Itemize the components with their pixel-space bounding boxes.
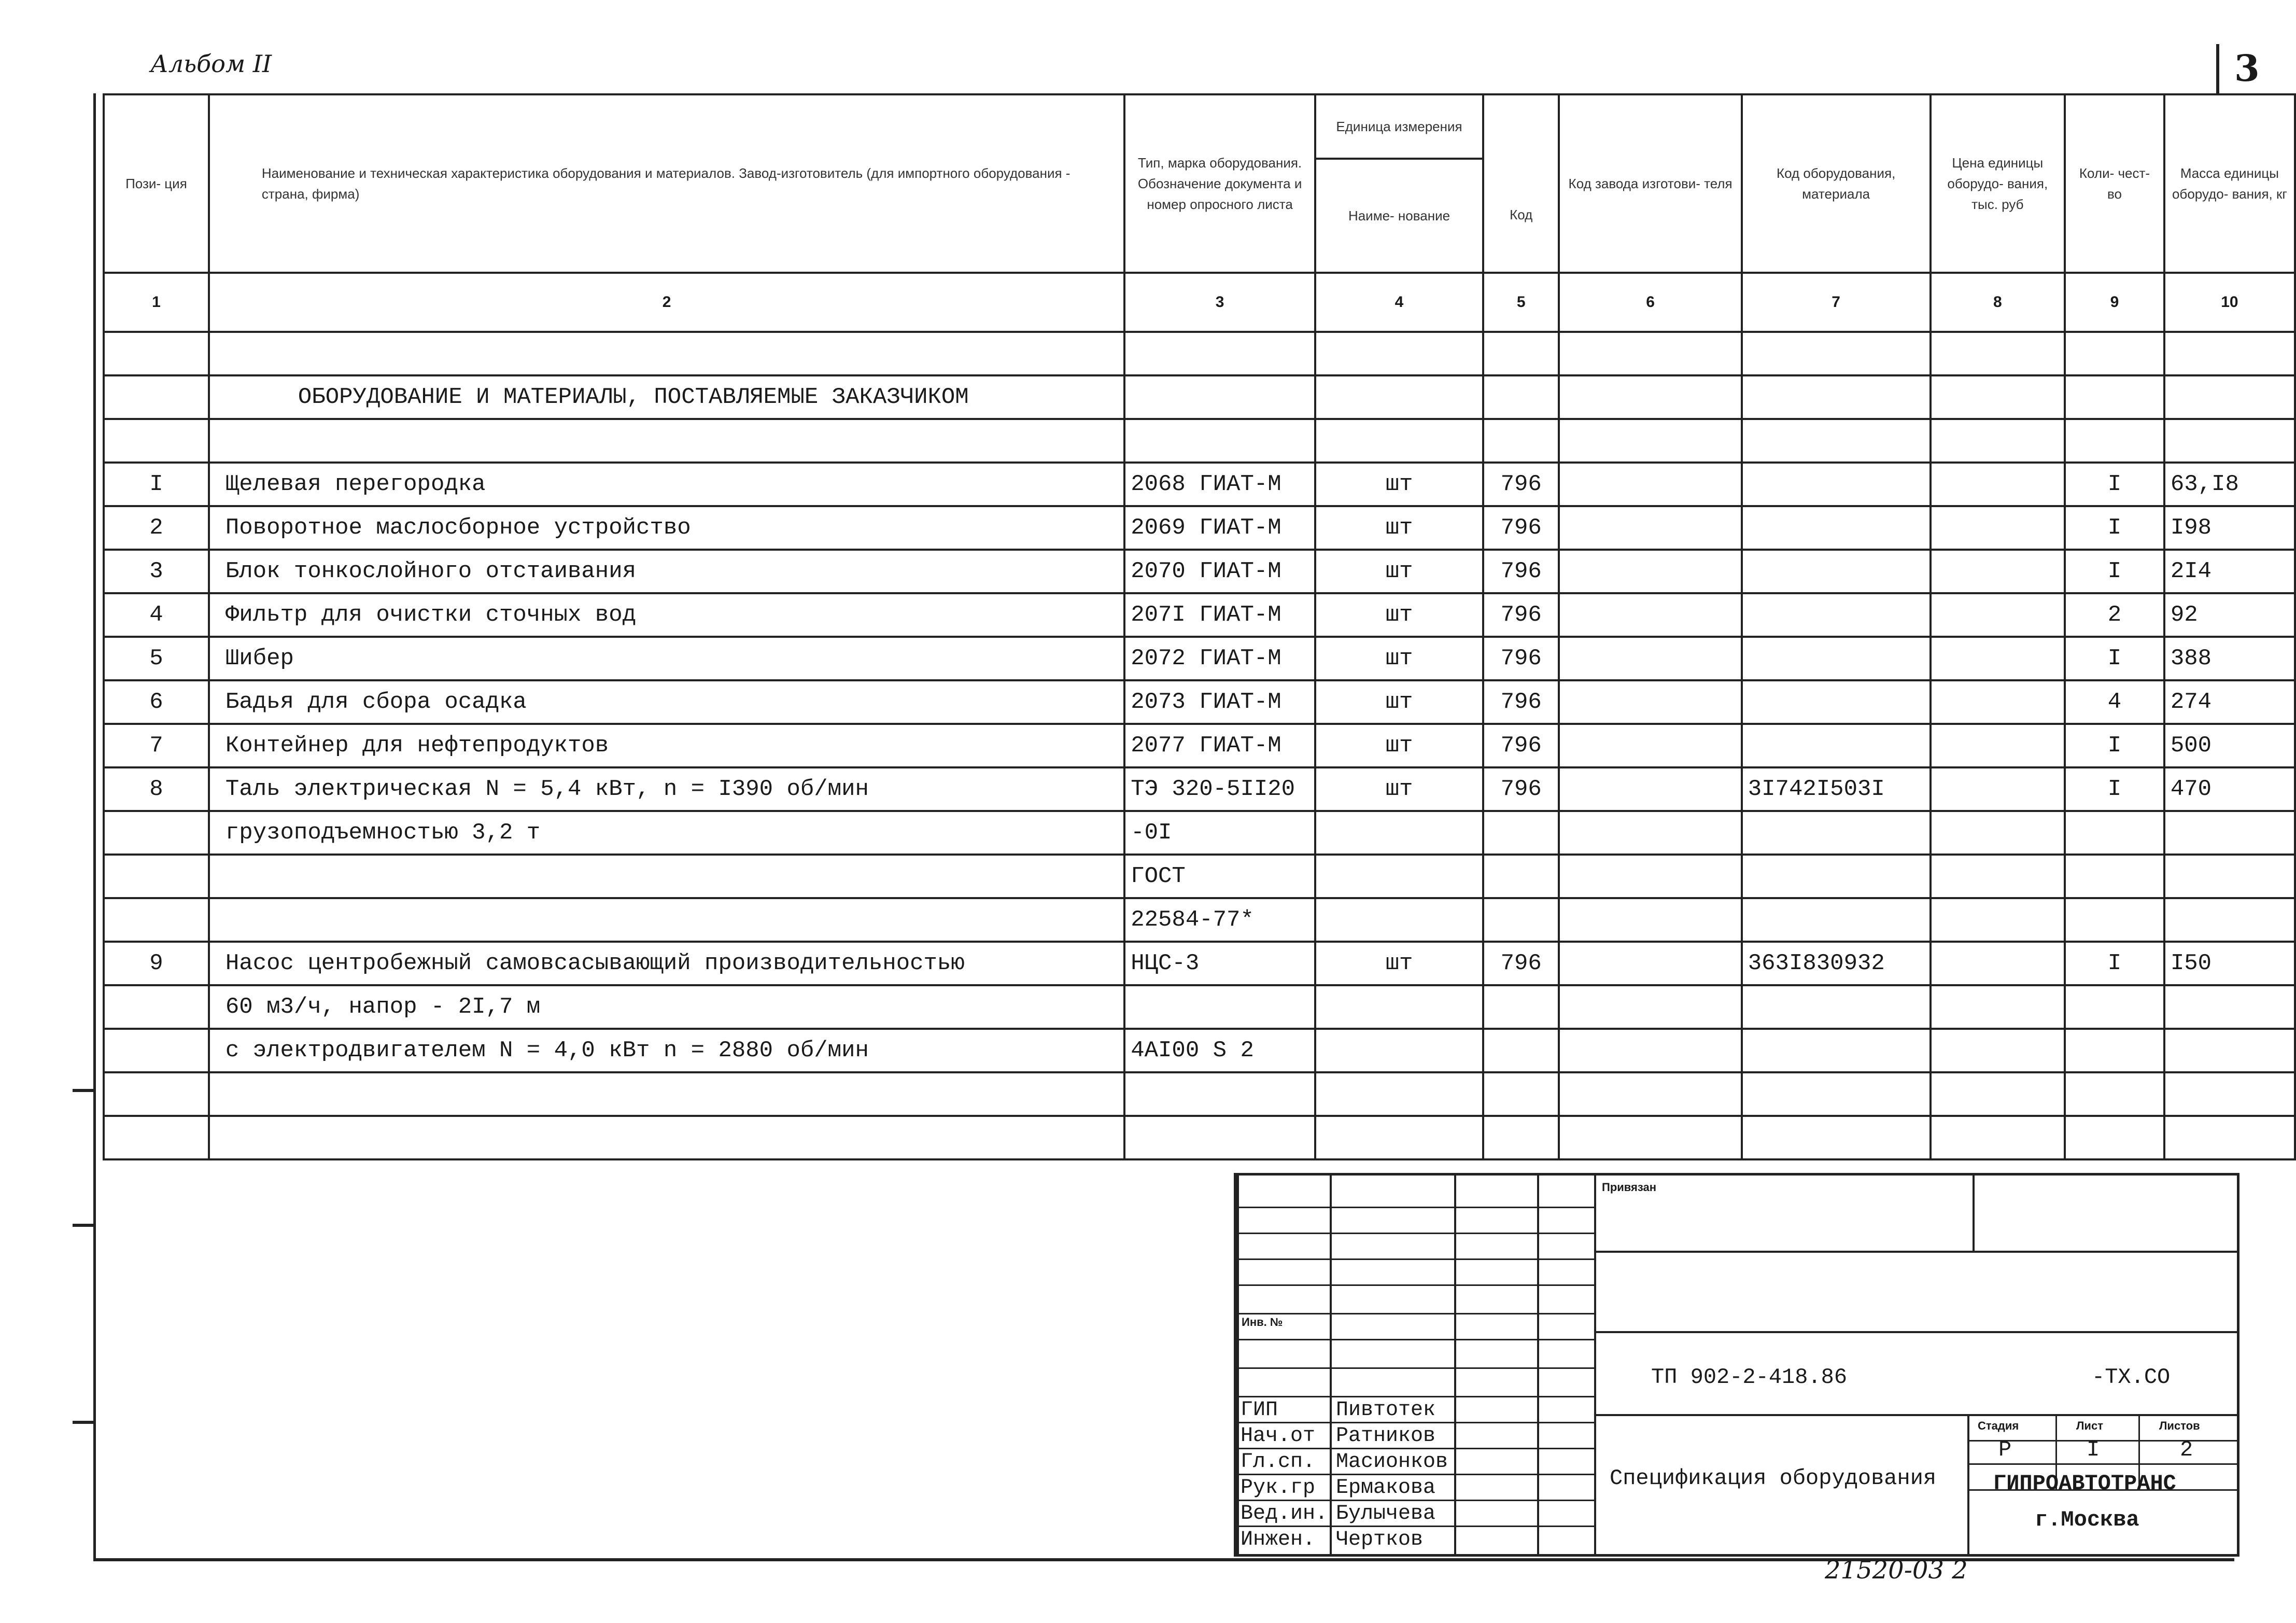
col-header-9: Коли- чест- во (2065, 94, 2164, 273)
unit-cell: шт (1315, 724, 1483, 767)
mass-cell: 63,I8 (2164, 463, 2295, 506)
frame-left-border (93, 93, 96, 1561)
quantity-cell (2065, 985, 2164, 1029)
name-cell: с электродвигателем N = 4,0 кВт n = 2880 об/мин (209, 1029, 1124, 1072)
position-cell (104, 811, 209, 855)
sheet-label: Лист (2076, 1419, 2103, 1432)
table-row (104, 724, 2295, 767)
quantity-cell (2065, 1029, 2164, 1072)
plant-code-cell (1559, 724, 1741, 767)
price-cell (1931, 593, 2065, 637)
type-cell: -0I (1124, 811, 1315, 855)
header-row (104, 94, 2295, 273)
quantity-cell (2065, 811, 2164, 855)
name-cell: Поворотное маслосборное устройство (209, 506, 1124, 550)
signature-name: Чертков (1336, 1528, 1424, 1551)
plant-code-cell (1559, 942, 1741, 985)
mass-cell (2164, 1029, 2295, 1072)
price-cell (1931, 463, 2065, 506)
name-cell: Фильтр для очистки сточных вод (209, 593, 1124, 637)
unit-code-cell: 796 (1483, 463, 1559, 506)
inventory-label: Инв. № (1242, 1316, 1283, 1328)
position-cell (104, 985, 209, 1029)
position-cell (104, 855, 209, 898)
name-cell: Насос центробежный самовсасывающий производительностью (209, 942, 1124, 985)
price-cell (1931, 637, 2065, 680)
organization-name: ГИПРОАВТОТРАНС (1993, 1471, 2176, 1496)
corner-divider (2216, 44, 2219, 93)
table-row (104, 550, 2295, 593)
equipment-code-cell (1742, 506, 1931, 550)
signature-name: Булычева (1336, 1502, 1436, 1526)
unit-name-label: Наиме- нование (1348, 208, 1450, 223)
unit-group-title: Единица измерения (1316, 95, 1482, 160)
table-row (104, 680, 2295, 724)
price-cell (1931, 680, 2065, 724)
signature-role: Нач.от (1241, 1424, 1316, 1448)
sheet-value: I (2087, 1437, 2100, 1462)
position-cell: 9 (104, 942, 209, 985)
quantity-cell: I (2065, 463, 2164, 506)
price-cell (1931, 506, 2065, 550)
document-suffix: -ТХ.СО (2092, 1365, 2171, 1390)
equipment-code-cell: 3I742I503I (1742, 767, 1931, 811)
unit-cell (1315, 985, 1483, 1029)
table-row (104, 767, 2295, 811)
name-cell: Блок тонкослойного отстаивания (209, 550, 1124, 593)
name-cell (209, 898, 1124, 942)
name-cell: Шибер (209, 637, 1124, 680)
unit-code-cell: 796 (1483, 767, 1559, 811)
mass-cell (2164, 898, 2295, 942)
unit-cell: шт (1315, 680, 1483, 724)
quantity-cell: I (2065, 506, 2164, 550)
section-row (104, 375, 2295, 419)
unit-code-cell (1483, 898, 1559, 942)
equipment-code-cell (1742, 855, 1931, 898)
unit-code-cell: 796 (1483, 637, 1559, 680)
document-name: Спецификация оборудования (1610, 1466, 1937, 1491)
mass-cell (2164, 811, 2295, 855)
equipment-code-cell (1742, 593, 1931, 637)
specification-table (103, 93, 2296, 1160)
col-header-8: Цена единицы оборудо- вания, тыс. руб (1931, 94, 2065, 273)
position-cell: 6 (104, 680, 209, 724)
col-header-5 (1483, 94, 1559, 273)
unit-code-cell: 796 (1483, 680, 1559, 724)
plant-code-cell (1559, 550, 1741, 593)
mass-cell (2164, 855, 2295, 898)
quantity-cell: 2 (2065, 593, 2164, 637)
unit-code-cell: 796 (1483, 942, 1559, 985)
stage-label: Стадия (1978, 1419, 2019, 1432)
price-cell (1931, 898, 2065, 942)
sheets-label: Листов (2159, 1419, 2200, 1432)
price-cell (1931, 942, 2065, 985)
unit-code-cell (1483, 985, 1559, 1029)
mass-cell: 92 (2164, 593, 2295, 637)
type-cell: 207I ГИАТ-М (1124, 593, 1315, 637)
table-row (104, 942, 2295, 985)
unit-cell (1315, 898, 1483, 942)
name-cell: Бадья для сбора осадка (209, 680, 1124, 724)
quantity-cell: I (2065, 767, 2164, 811)
table-row (104, 463, 2295, 506)
equipment-code-cell (1742, 811, 1931, 855)
unit-code-cell: 796 (1483, 724, 1559, 767)
unit-cell: шт (1315, 506, 1483, 550)
title-block (1234, 1173, 2239, 1557)
section-title: ОБОРУДОВАНИЕ И МАТЕРИАЛЫ, ПОСТАВЛЯЕМЫЕ ЗАКАЗЧИКОМ (209, 375, 1124, 419)
unit-code-cell (1483, 855, 1559, 898)
col-number: 10 (2164, 273, 2295, 332)
mass-cell: 274 (2164, 680, 2295, 724)
table-row (104, 637, 2295, 680)
position-cell (104, 1029, 209, 1072)
signature-name: Ратников (1336, 1424, 1436, 1448)
type-cell: 2069 ГИАТ-М (1124, 506, 1315, 550)
price-cell (1931, 811, 2065, 855)
mass-cell: I50 (2164, 942, 2295, 985)
plant-code-cell (1559, 811, 1741, 855)
unit-code-cell: 796 (1483, 506, 1559, 550)
name-cell: 60 м3/ч, напор - 2I,7 м (209, 985, 1124, 1029)
margin-tick (73, 1089, 93, 1092)
col-header-2: Наименование и техническая характеристика оборудования и материалов. Завод-изготовитель (для импортного оборудования - страна, фирма) (209, 94, 1124, 273)
type-cell: ТЭ 320-5II20 (1124, 767, 1315, 811)
table-row (104, 1029, 2295, 1072)
document-code: ТП 902-2-418.86 (1651, 1365, 1848, 1390)
name-cell (209, 855, 1124, 898)
col-header-4 (1315, 94, 1483, 273)
name-cell: грузоподъемностью 3,2 т (209, 811, 1124, 855)
position-cell: 4 (104, 593, 209, 637)
mass-cell: 2I4 (2164, 550, 2295, 593)
organization-city: г.Москва (2035, 1507, 2139, 1532)
equipment-code-cell (1742, 985, 1931, 1029)
col-number: 7 (1742, 273, 1931, 332)
table-row (104, 811, 2295, 855)
equipment-code-cell (1742, 463, 1931, 506)
signature-role: Вед.ин. (1241, 1502, 1328, 1526)
plant-code-cell (1559, 855, 1741, 898)
price-cell (1931, 1029, 2065, 1072)
unit-code-cell: 796 (1483, 550, 1559, 593)
unit-cell (1315, 1029, 1483, 1072)
album-label: Альбом II (150, 50, 272, 78)
empty-row (104, 1072, 2295, 1116)
name-cell: Щелевая перегородка (209, 463, 1124, 506)
spec-body (104, 463, 2295, 1072)
plant-code-cell (1559, 680, 1741, 724)
price-cell (1931, 767, 2065, 811)
quantity-cell: I (2065, 637, 2164, 680)
plant-code-cell (1559, 637, 1741, 680)
type-cell: 2070 ГИАТ-М (1124, 550, 1315, 593)
plant-code-cell (1559, 593, 1741, 637)
col-header-7: Код оборудования, материала (1742, 94, 1931, 273)
col-number: 9 (2065, 273, 2164, 332)
col-header-3: Тип, марка оборудования. Обозначение документа и номер опросного листа (1124, 94, 1315, 273)
type-cell: ГОСТ (1124, 855, 1315, 898)
mass-cell: 388 (2164, 637, 2295, 680)
equipment-code-cell (1742, 550, 1931, 593)
plant-code-cell (1559, 985, 1741, 1029)
type-cell: 2073 ГИАТ-М (1124, 680, 1315, 724)
stage-value: Р (1998, 1437, 2012, 1462)
position-cell: 3 (104, 550, 209, 593)
sheets-value: 2 (2180, 1437, 2193, 1462)
signature-role: Гл.сп. (1241, 1450, 1316, 1474)
unit-code-cell: 796 (1483, 593, 1559, 637)
mass-cell: 500 (2164, 724, 2295, 767)
type-cell: 22584-77* (1124, 898, 1315, 942)
archive-number: 21520-03 2 (1825, 1556, 1968, 1585)
col-header-10: Масса единицы оборудо- вания, кг (2164, 94, 2295, 273)
signature-name: Ермакова (1336, 1476, 1436, 1500)
quantity-cell (2065, 855, 2164, 898)
mass-cell (2164, 985, 2295, 1029)
plant-code-cell (1559, 1029, 1741, 1072)
signature-name: Масионков (1336, 1450, 1448, 1474)
type-cell: 4АI00 S 2 (1124, 1029, 1315, 1072)
mass-cell: I98 (2164, 506, 2295, 550)
col-number: 1 (104, 273, 209, 332)
position-cell: 8 (104, 767, 209, 811)
signature-role: Инжен. (1241, 1528, 1316, 1551)
equipment-code-cell (1742, 724, 1931, 767)
price-cell (1931, 724, 2065, 767)
empty-row (104, 332, 2295, 375)
table-row (104, 898, 2295, 942)
position-cell: 2 (104, 506, 209, 550)
signature-role: ГИП (1241, 1398, 1278, 1422)
price-cell (1931, 550, 2065, 593)
type-cell: 2077 ГИАТ-М (1124, 724, 1315, 767)
unit-cell (1315, 855, 1483, 898)
unit-cell: шт (1315, 637, 1483, 680)
price-cell (1931, 985, 2065, 1029)
type-cell: 2068 ГИАТ-М (1124, 463, 1315, 506)
mass-cell: 470 (2164, 767, 2295, 811)
unit-code-label: Код (1510, 207, 1533, 222)
unit-cell: шт (1315, 593, 1483, 637)
position-cell: I (104, 463, 209, 506)
column-number-row (104, 273, 2295, 332)
unit-cell: шт (1315, 463, 1483, 506)
equipment-code-cell (1742, 1029, 1931, 1072)
equipment-code-cell (1742, 637, 1931, 680)
plant-code-cell (1559, 506, 1741, 550)
quantity-cell: I (2065, 724, 2164, 767)
equipment-code-cell (1742, 680, 1931, 724)
table-row (104, 985, 2295, 1029)
quantity-cell: I (2065, 550, 2164, 593)
table-row (104, 506, 2295, 550)
margin-tick (73, 1421, 93, 1424)
quantity-cell (2065, 898, 2164, 942)
signature-name: Пивтотек (1336, 1398, 1436, 1422)
position-cell (104, 898, 209, 942)
type-cell: 2072 ГИАТ-М (1124, 637, 1315, 680)
col-header-6: Код завода изготови- теля (1559, 94, 1741, 273)
empty-row (104, 1116, 2295, 1159)
position-cell: 7 (104, 724, 209, 767)
sheet-corner-number: 3 (2234, 47, 2260, 90)
unit-cell: шт (1315, 767, 1483, 811)
signature-role: Рук.гр (1241, 1476, 1316, 1500)
col-header-1: Пози- ция (104, 94, 209, 273)
col-number: 8 (1931, 273, 2065, 332)
col-number: 5 (1483, 273, 1559, 332)
col-number: 6 (1559, 273, 1741, 332)
name-cell: Контейнер для нефтепродуктов (209, 724, 1124, 767)
margin-tick (73, 1224, 93, 1227)
plant-code-cell (1559, 898, 1741, 942)
unit-code-cell (1483, 1029, 1559, 1072)
table-row (104, 855, 2295, 898)
unit-cell: шт (1315, 550, 1483, 593)
equipment-code-cell: 363I830932 (1742, 942, 1931, 985)
plant-code-cell (1559, 463, 1741, 506)
plant-code-cell (1559, 767, 1741, 811)
unit-cell (1315, 811, 1483, 855)
position-cell: 5 (104, 637, 209, 680)
quantity-cell: 4 (2065, 680, 2164, 724)
col-number: 4 (1315, 273, 1483, 332)
quantity-cell: I (2065, 942, 2164, 985)
col-number: 2 (209, 273, 1124, 332)
attached-label: Привязан (1602, 1181, 1657, 1194)
type-cell (1124, 985, 1315, 1029)
unit-code-cell (1483, 811, 1559, 855)
name-cell: Таль электрическая N = 5,4 кВт, n = I390 об/мин (209, 767, 1124, 811)
unit-cell: шт (1315, 942, 1483, 985)
equipment-code-cell (1742, 898, 1931, 942)
type-cell: НЦС-3 (1124, 942, 1315, 985)
table-row (104, 593, 2295, 637)
price-cell (1931, 855, 2065, 898)
col-number: 3 (1124, 273, 1315, 332)
empty-row (104, 419, 2295, 463)
